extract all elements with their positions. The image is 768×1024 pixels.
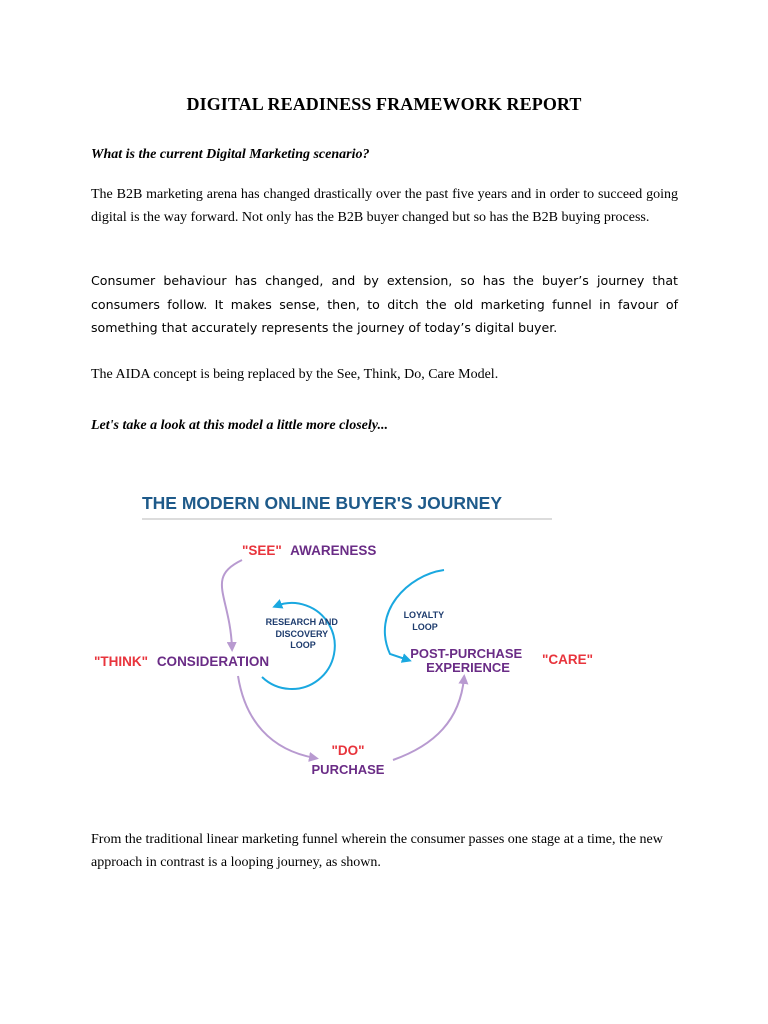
lead-in-text: Let's take a look at this model a little more closely... [91,418,388,433]
consideration-stage: CONSIDERATION [156,654,270,669]
purchase-stage: PURCHASE [311,762,385,777]
do-quote: "DO" [331,743,365,758]
awareness-stage: AWARENESS [290,543,377,558]
see-label [242,543,376,558]
paragraph-consumer-behaviour-text: Consumer behaviour has changed, and by extension, so has the buyer’s journey that consumers follow. It makes sense, then, to ditch the old marketing funnel in favour of something that accurately represents the journey of today’s digital buyer. [91,273,678,335]
post-purchase-experience-stage: POST-PURCHASE EXPERIENCE [410,646,523,675]
think-label [94,654,269,669]
see-to-think-arrow [222,560,242,648]
paragraph-consumer-behaviour [91,270,678,341]
do-to-care-arrow [393,678,464,760]
research-discovery-loop-label: RESEARCH AND DISCOVERY LOOP [265,617,338,650]
section-question: What is the current Digital Marketing scenario? [91,147,370,162]
paragraph-b2b: The B2B marketing arena has changed drastically over the past five years and in order to succeed going digital is the way forward. Not only has the B2B buyer changed but so has the B2B buying process. [91,187,678,225]
loyalty-loop-label: LOYALTY LOOP [403,610,444,632]
buyers-journey-diagram [90,480,630,785]
think-quote: "THINK" [94,654,149,669]
paragraph-looping-journey: From the traditional linear marketing funnel wherein the consumer passes one stage at a time, the new approach in contrast is a looping journey, as shown. [91,832,663,870]
see-quote: "SEE" [242,543,282,558]
report-title: DIGITAL READINESS FRAMEWORK REPORT [186,94,582,114]
diagram-title: THE MODERN ONLINE BUYER'S JOURNEY [141,493,503,513]
paragraph-aida: The AIDA concept is being replaced by the See, Think, Do, Care Model. [91,367,499,382]
care-quote: "CARE" [542,652,594,667]
